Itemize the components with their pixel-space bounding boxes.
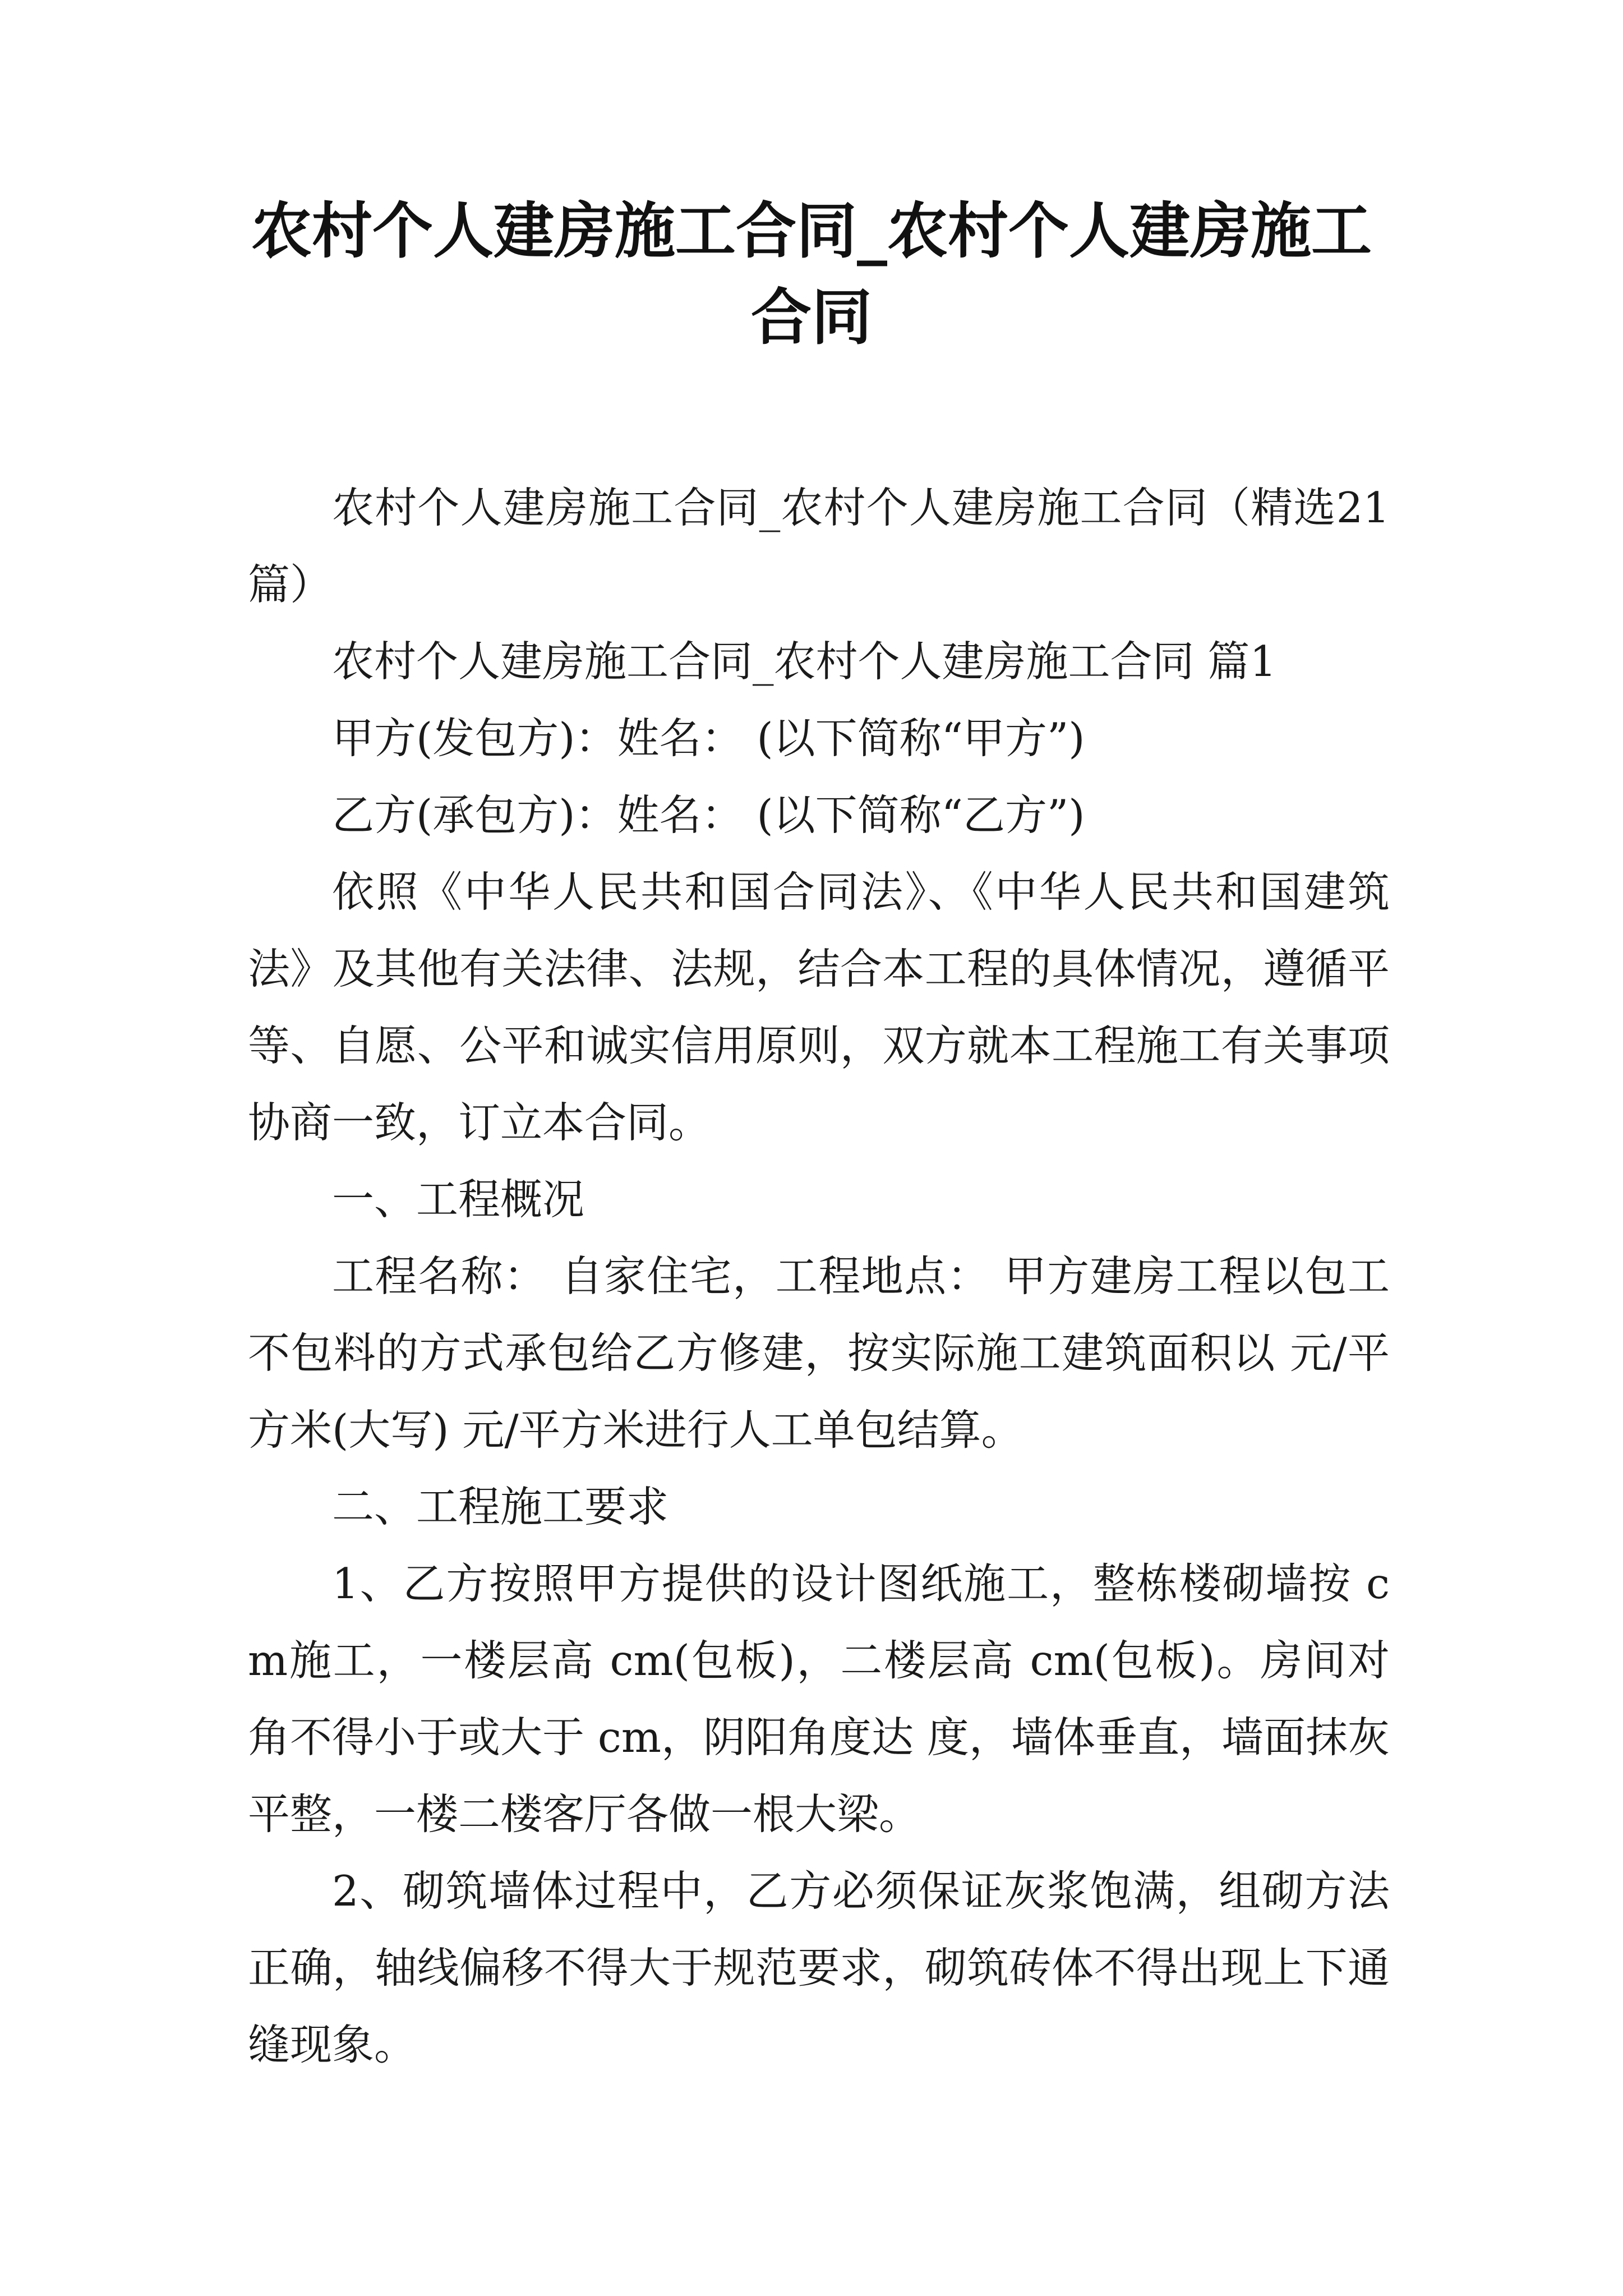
paragraph-legal-basis: 依照《中华人民共和国合同法》、《中华人民共和国建筑法》及其他有关法律、法规，结合本工程的具体情况，遵循平等、自愿、公平和诚实信用原则，双方就本工程施工有关事项协商一致，订立本合同。 — [248, 867, 1390, 1147]
document-title: 农村个人建房施工合同_农村个人建房施工合同 — [251, 196, 1372, 353]
section-heading-overview: 一、工程概况 — [332, 1175, 585, 1224]
paragraph-subtitle: 农村个人建房施工合同_农村个人建房施工合同（精选21篇） — [248, 483, 1390, 609]
paragraph-party-a: 甲方(发包方)：姓名： (以下简称“甲方”) — [332, 714, 1085, 763]
document-body — [248, 470, 1390, 2083]
paragraph-requirement-2: 2、砌筑墙体过程中，乙方必须保证灰浆饱满，组砌方法正确，轴线偏移不得大于规范要求，砌筑砖体不得出现上下通缝现象。 — [248, 1866, 1390, 2069]
paragraph-project-info: 工程名称： 自家住宅，工程地点： 甲方建房工程以包工不包料的方式承包给乙方修建，按实际施工建筑面积以 元/平方米(大写) 元/平方米进行人工单包结算。 — [248, 1251, 1390, 1455]
paragraph-party-b: 乙方(承包方)：姓名： (以下简称“乙方”) — [332, 790, 1085, 840]
paragraph-requirement-1: 1、乙方按照甲方提供的设计图纸施工，整栋楼砌墙按 cm施工，一楼层高 cm(包板)，二楼层高 cm(包板)。房间对角不得小于或大于 cm，阴阳角度达 度，墙体垂直，墙面抹灰平整，一楼二楼客厅各做一根大梁。 — [248, 1559, 1390, 1839]
paragraph-chapter-heading: 农村个人建房施工合同_农村个人建房施工合同 篇1 — [332, 637, 1277, 686]
section-heading-requirements: 二、工程施工要求 — [332, 1482, 669, 1531]
